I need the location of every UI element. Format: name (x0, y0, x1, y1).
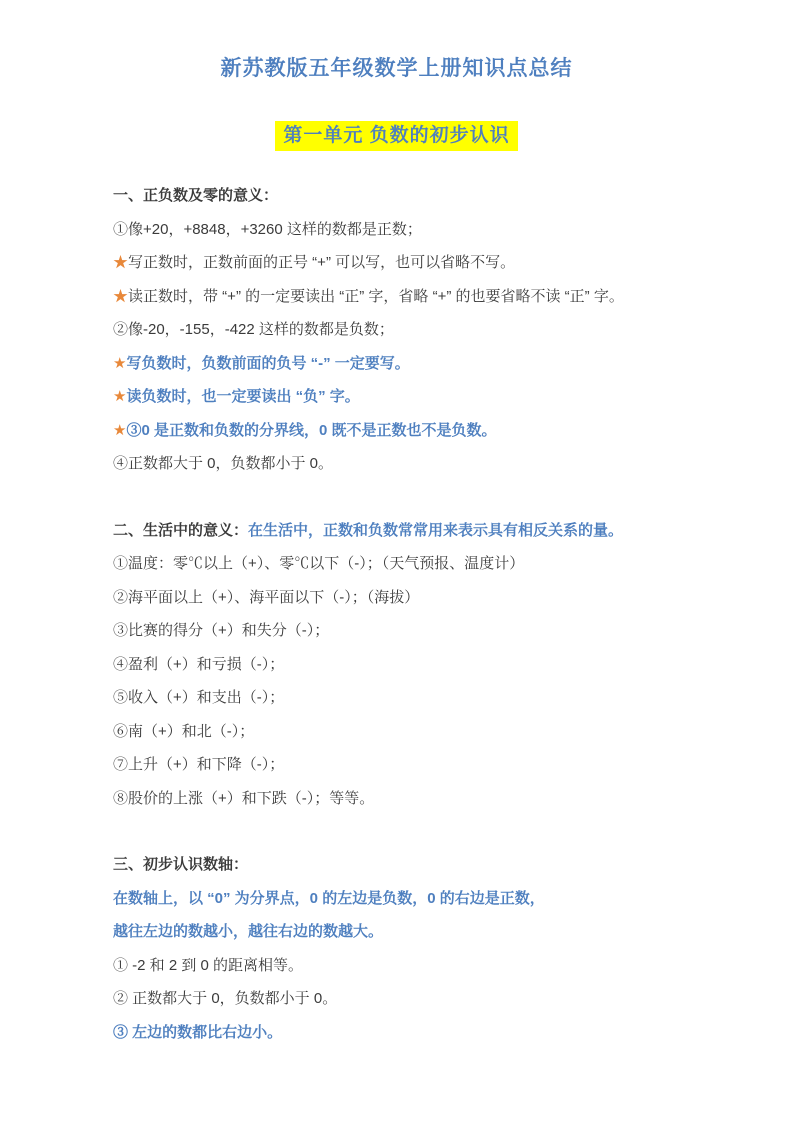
doc-line (113, 949, 703, 983)
line-text: 读负数时，也一定要读出 “负” 字。 (126, 388, 360, 405)
doc-line (113, 882, 703, 916)
heading-text: 三、初步认识数轴： (113, 856, 249, 873)
section-number-line (113, 848, 703, 1049)
doc-line (113, 347, 703, 381)
doc-line (113, 982, 703, 1016)
star-icon: ★ (113, 254, 129, 271)
doc-body (0, 151, 793, 1049)
line-text: ①像+20，+8848，+3260 这样的数都是正数； (113, 220, 422, 238)
unit-heading-row (0, 121, 793, 151)
line-text: 越往左边的数越小，越往右边的数越大。 (113, 923, 384, 940)
section-positive-negative-meaning (113, 179, 703, 481)
line-text: ②海平面以上（+）、海平面以下（-）；（海拔） (113, 588, 420, 606)
doc-line (113, 748, 703, 782)
line-text: 写负数时，负数前面的负号 “-” 一定要写。 (126, 354, 410, 372)
doc-line (113, 581, 703, 615)
line-text: ② 正数都大于 0，负数都小于 0。 (113, 990, 338, 1007)
doc-line (113, 547, 703, 581)
line-text: ①温度：零℃以上（+）、零℃以下（-）；（天气预报、温度计） (113, 555, 525, 572)
star-icon: ★ (113, 421, 127, 439)
line-text: ⑥南（+）和北（-）； (113, 722, 255, 740)
line-text: ④盈利（+）和亏损（-）； (113, 655, 285, 673)
doc-line (113, 313, 703, 347)
doc-line (113, 782, 703, 816)
doc-line (113, 681, 703, 715)
line-text: ③0 是正数和负数的分界线，0 既不是正数也不是负数。 (126, 421, 497, 439)
doc-title: 新苏教版五年级数学上册知识点总结 (220, 57, 573, 80)
doc-line (113, 280, 703, 314)
heading-note-text: 在生活中，正数和负数常常用来表示具有相反关系的量。 (248, 521, 624, 539)
line-text: ③ 左边的数都比右边小。 (113, 1023, 283, 1041)
line-text: ⑧股价的上涨（+）和下跌（-）；等等。 (113, 789, 375, 807)
heading-text: 二、生活中的意义： (113, 521, 249, 539)
line-text: ⑤收入（+）和支出（-）； (113, 689, 285, 706)
line-text: ④正数都大于 0，负数都小于 0。 (113, 455, 334, 472)
doc-line (113, 246, 703, 280)
doc-line (113, 715, 703, 749)
unit-heading-highlight: 第一单元 负数的初步认识 (275, 121, 517, 151)
heading-text: 一、正负数及零的意义： (113, 187, 279, 204)
doc-line (113, 447, 703, 481)
doc-line (113, 414, 703, 448)
doc-line (113, 648, 703, 682)
line-text: ②像-20，-155，-422 这样的数都是负数； (113, 321, 394, 338)
star-icon: ★ (113, 287, 129, 305)
star-icon: ★ (113, 388, 127, 405)
section-heading (113, 179, 703, 213)
line-text: ③比赛的得分（+）和失分（-）； (113, 622, 330, 639)
line-text: 写正数时，正数前面的正号 “+” 可以写，也可以省略不写。 (128, 254, 516, 271)
line-text: ① -2 和 2 到 0 的距离相等。 (113, 956, 304, 974)
section-heading (113, 848, 703, 882)
doc-line (113, 380, 703, 414)
star-icon: ★ (113, 354, 127, 372)
section-heading (113, 514, 703, 548)
line-text: 读正数时，带 “+” 的一定要读出 “正” 字，省略 “+” 的也要省略不读 “正” 字。 (128, 287, 624, 305)
line-text: ⑦上升（+）和下降（-）； (113, 756, 285, 773)
doc-line (113, 915, 703, 949)
section-meaning-in-life (113, 514, 703, 816)
line-text: 在数轴上，以 “0” 为分界点，0 的左边是负数，0 的右边是正数， (113, 889, 545, 907)
doc-line (113, 1016, 703, 1050)
doc-line (113, 213, 703, 247)
doc-line (113, 614, 703, 648)
